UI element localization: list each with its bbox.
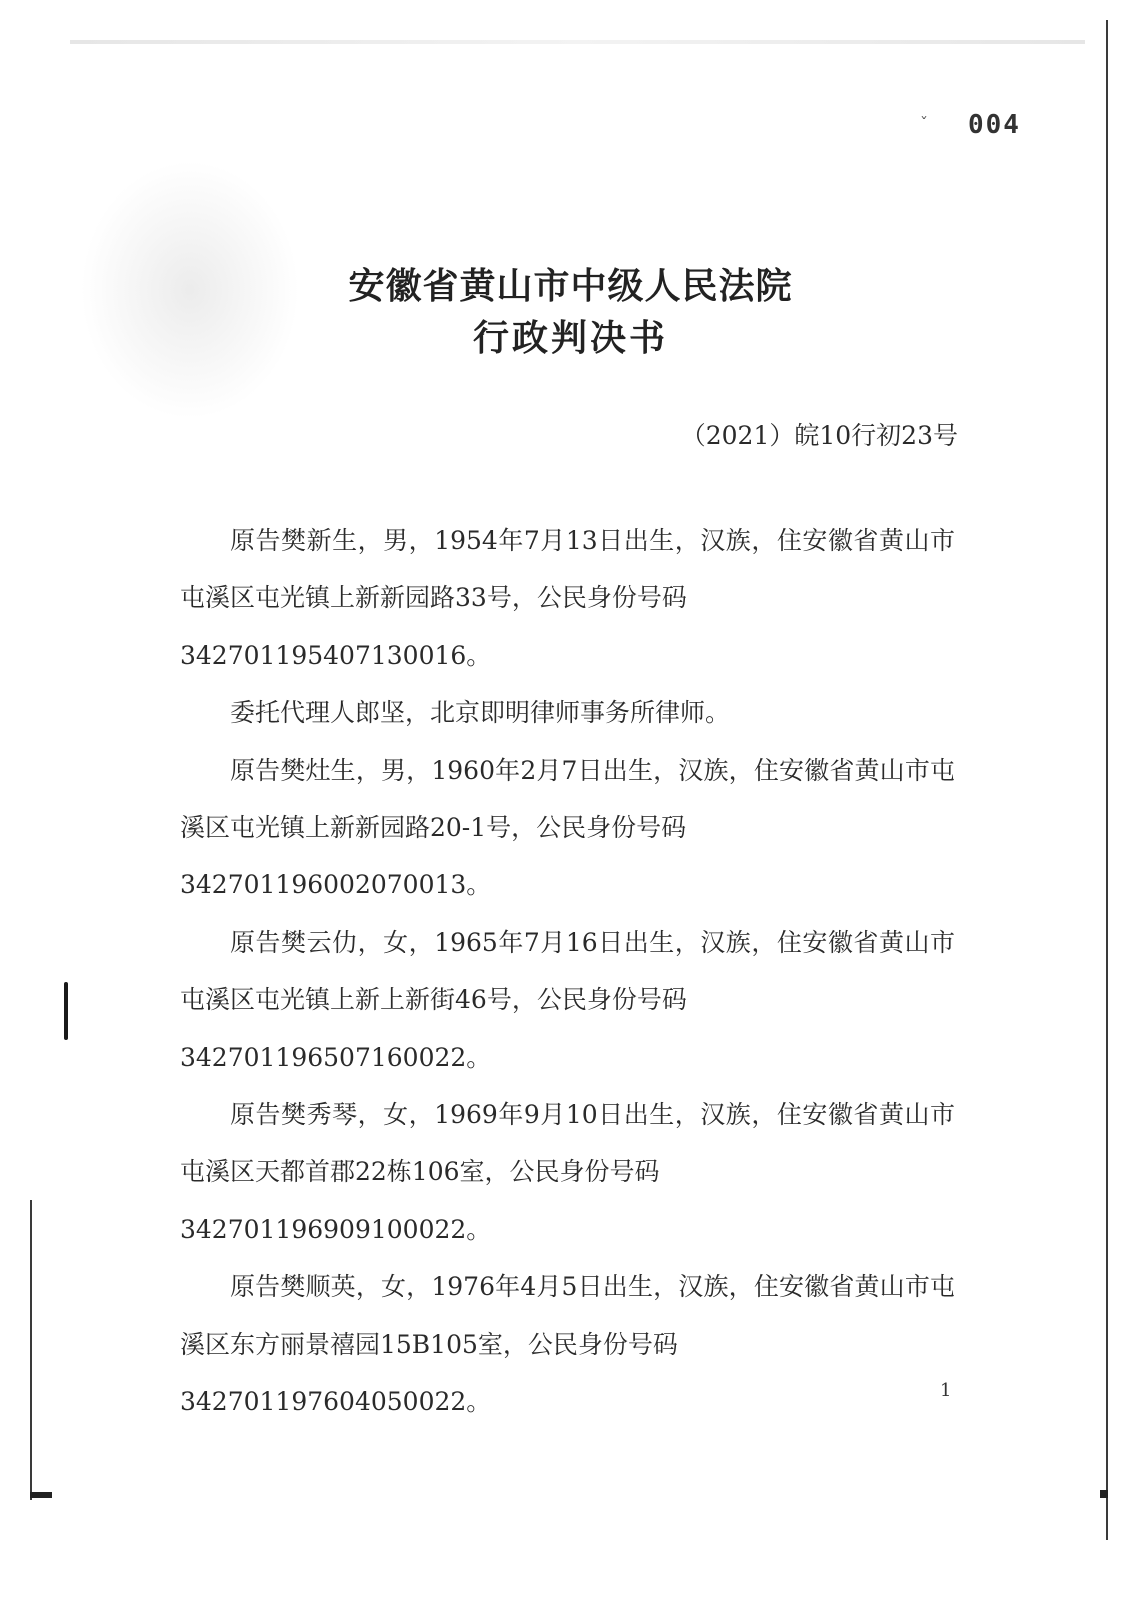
party-text: 原告樊新生，男，1954年7月13日出生，汉族，住安徽省黄山市屯溪区屯光镇上新新园路33号，公民身份号码 — [180, 526, 955, 613]
scan-edge-left — [30, 1200, 32, 1500]
archive-number-stamp: 004 — [968, 110, 1021, 140]
scan-mark — [1100, 1490, 1108, 1498]
party-paragraph — [180, 684, 955, 741]
scan-edge-top — [70, 40, 1085, 44]
party-paragraph — [180, 914, 955, 1086]
document-type-heading: 行政判决书 — [472, 318, 668, 359]
party-paragraph — [180, 1086, 955, 1258]
scan-mark — [30, 1492, 52, 1498]
parties-section — [180, 512, 955, 1431]
id-number: 342701195407130016。 — [180, 640, 492, 670]
party-text: 原告樊灶生，男，1960年2月7日出生，汉族，住安徽省黄山市屯溪区屯光镇上新新园路20-1号，公民身份号码 — [180, 755, 955, 843]
court-name-heading: 安徽省黄山市中级人民法院 — [348, 266, 793, 307]
id-number: 342701196507160022。 — [180, 1042, 492, 1072]
party-text: 原告樊顺英，女，1976年4月5日出生，汉族，住安徽省黄山市屯溪区东方丽景禧园15B105室，公民身份号码 — [180, 1272, 955, 1359]
case-number: （2021）皖10行初23号 — [680, 421, 958, 450]
id-number: 342701197604050022。 — [180, 1387, 492, 1417]
party-text: 原告樊云仂，女，1965年7月16日出生，汉族，住安徽省黄山市屯溪区屯光镇上新上新街46号，公民身份号码 — [180, 927, 955, 1015]
tick-mark: ˇ — [920, 114, 928, 133]
scan-edge-right — [1106, 20, 1108, 1540]
id-number: 342701196909100022。 — [180, 1214, 492, 1244]
page-number: 1 — [940, 1380, 952, 1401]
margin-pen-mark — [64, 982, 68, 1040]
agent-text: 委托代理人郎坚，北京即明律师事务所律师。 — [230, 698, 731, 728]
party-paragraph — [180, 742, 955, 914]
party-paragraph — [180, 1258, 955, 1430]
party-paragraph — [180, 512, 955, 684]
party-text: 原告樊秀琴，女，1969年9月10日出生，汉族，住安徽省黄山市屯溪区天都首郡22栋106室，公民身份号码 — [180, 1100, 955, 1187]
id-number: 342701196002070013。 — [180, 870, 492, 900]
